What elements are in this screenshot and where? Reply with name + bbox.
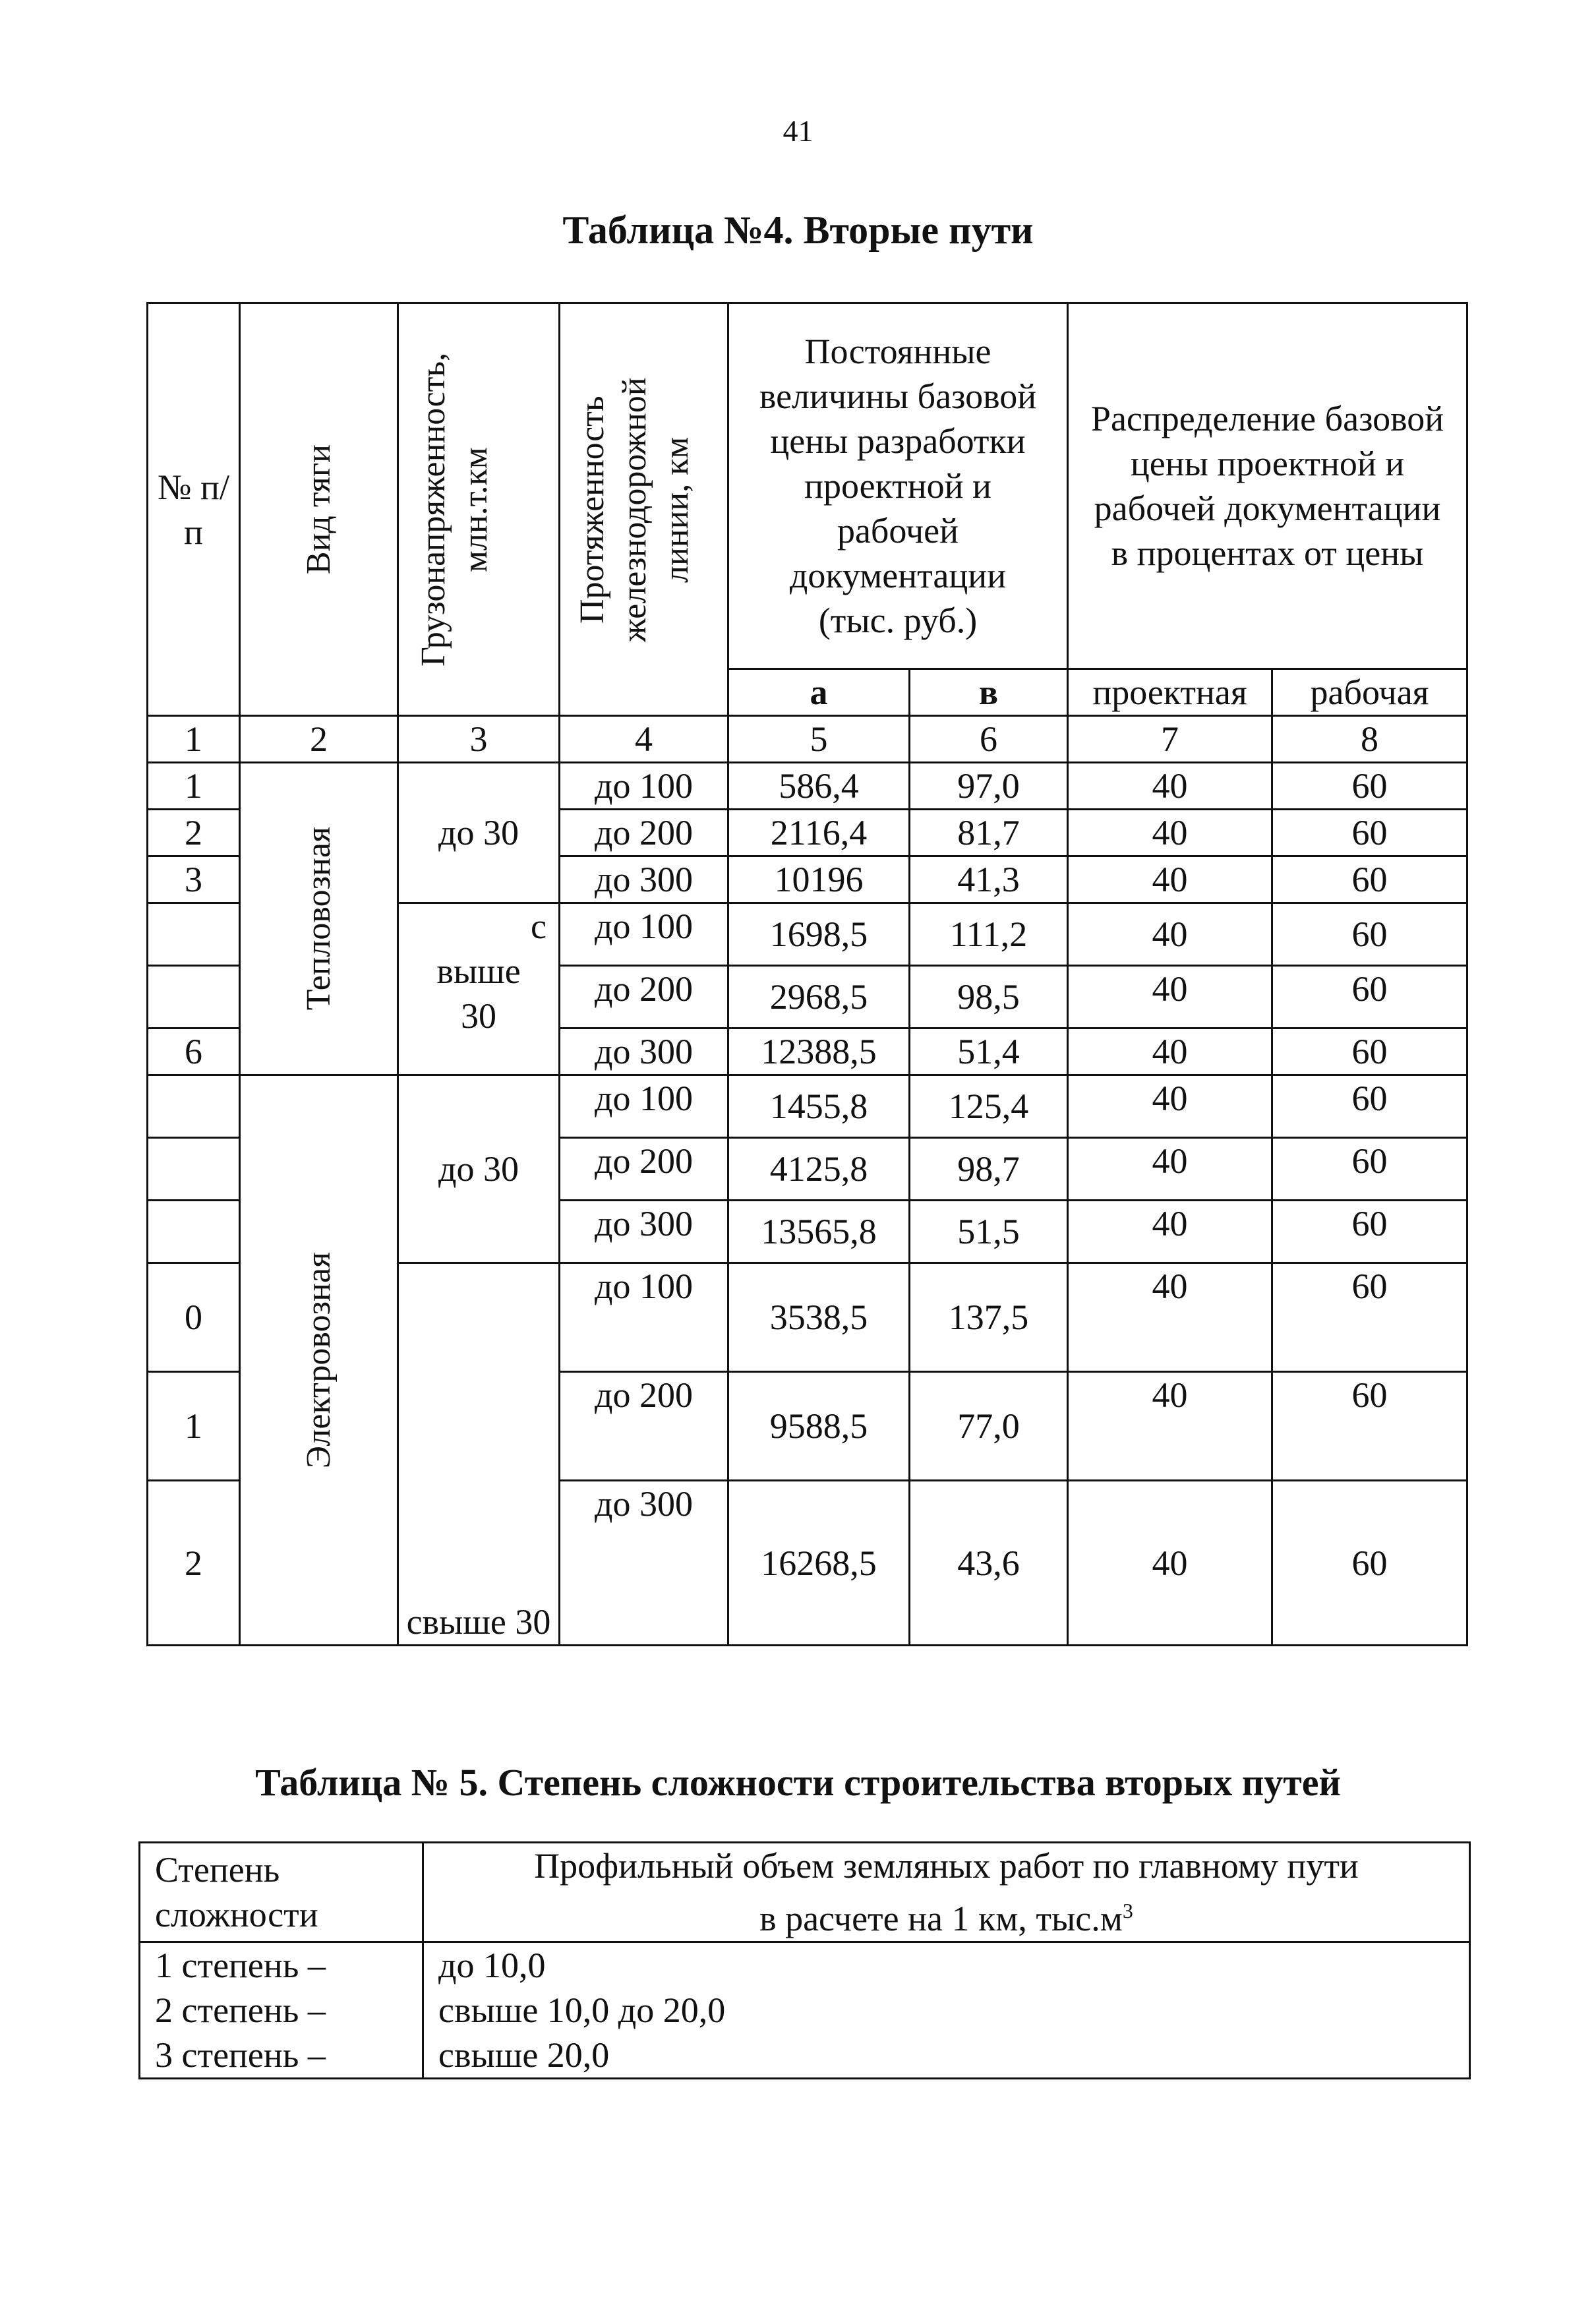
table5-volume: свыше 10,0 до 20,0	[423, 1988, 1470, 2033]
row-working: 60	[1272, 1201, 1467, 1263]
table-row	[140, 1988, 1470, 2033]
table-row	[148, 763, 1467, 810]
row-length: до 300	[560, 1029, 728, 1075]
row-working: 60	[1272, 1138, 1467, 1201]
col-num-7: 7	[1068, 716, 1272, 763]
row-a: 3538,5	[728, 1263, 910, 1372]
freight-vyshe30-a	[398, 903, 560, 1075]
header-traction	[240, 303, 398, 716]
freight-do30-b: до 30	[398, 1075, 560, 1263]
row-working: 60	[1272, 1029, 1467, 1075]
row-design: 40	[1068, 966, 1272, 1029]
row-working: 60	[1272, 1263, 1467, 1372]
freight-vyshe30-a-c: с	[531, 907, 547, 946]
row-length: до 200	[560, 1138, 728, 1201]
page-number: 41	[783, 114, 813, 148]
row-design: 40	[1068, 1481, 1272, 1646]
row-num: 2	[148, 810, 240, 856]
row-length: до 100	[560, 903, 728, 966]
row-working: 60	[1272, 1481, 1467, 1646]
row-b: 41,3	[910, 856, 1068, 903]
header-traction-text: Вид тяги	[299, 444, 338, 575]
row-length: до 200	[560, 1372, 728, 1481]
row-num: 2	[148, 1481, 240, 1646]
row-a: 12388,5	[728, 1029, 910, 1075]
row-working: 60	[1272, 763, 1467, 810]
row-working: 60	[1272, 1372, 1467, 1481]
table4-title: Таблица №4. Вторые пути	[562, 208, 1034, 252]
row-a: 1455,8	[728, 1075, 910, 1138]
row-b: 98,5	[910, 966, 1068, 1029]
table-row	[140, 1942, 1470, 1988]
row-design: 40	[1068, 1029, 1272, 1075]
row-a: 13565,8	[728, 1201, 910, 1263]
row-num	[148, 1075, 240, 1138]
table5-header-volume-sup: 3	[1122, 1899, 1133, 1923]
row-num: 6	[148, 1029, 240, 1075]
table4	[146, 302, 1468, 1646]
header-freight	[398, 303, 560, 716]
header-constants: Постоянные величины базовой цены разработки проектной и рабочей документации (тыс. руб.)	[728, 303, 1068, 669]
row-length: до 100	[560, 1075, 728, 1138]
row-design: 40	[1068, 1075, 1272, 1138]
row-num	[148, 903, 240, 966]
row-num	[148, 1201, 240, 1263]
row-design: 40	[1068, 1372, 1272, 1481]
row-design: 40	[1068, 856, 1272, 903]
row-design: 40	[1068, 903, 1272, 966]
row-working: 60	[1272, 1075, 1467, 1138]
row-design: 40	[1068, 1138, 1272, 1201]
row-length: до 100	[560, 1263, 728, 1372]
header-b: в	[910, 669, 1068, 716]
row-b: 98,7	[910, 1138, 1068, 1201]
row-working: 60	[1272, 856, 1467, 903]
row-b: 97,0	[910, 763, 1068, 810]
table-row	[140, 2033, 1470, 2079]
table5-volume: до 10,0	[423, 1942, 1470, 1988]
freight-do30: до 30	[398, 763, 560, 903]
col-num-6: 6	[910, 716, 1068, 763]
row-design: 40	[1068, 1201, 1272, 1263]
row-a: 10196	[728, 856, 910, 903]
row-a: 4125,8	[728, 1138, 910, 1201]
table5-header-degree-line2: сложности	[155, 1895, 318, 1934]
row-a: 2968,5	[728, 966, 910, 1029]
row-length: до 100	[560, 763, 728, 810]
row-working: 60	[1272, 903, 1467, 966]
row-num: 1	[148, 763, 240, 810]
col-num-2: 2	[240, 716, 398, 763]
row-b: 51,5	[910, 1201, 1068, 1263]
group-teplovoz-text: Тепловозная	[299, 827, 338, 1011]
row-length: до 300	[560, 1201, 728, 1263]
header-length-text: Протяженность железнодорожной линии, км	[573, 376, 695, 642]
group-electrovoz-text: Электровозная	[299, 1251, 338, 1469]
row-num: 0	[148, 1263, 240, 1372]
table5-header-volume-line2-text: в расчете на 1 км, тыс.м	[759, 1899, 1123, 1938]
table5-header-volume-line2	[424, 1888, 1469, 1941]
table-row	[148, 1075, 1467, 1138]
header-a: а	[728, 669, 910, 716]
row-num: 3	[148, 856, 240, 903]
row-a: 1698,5	[728, 903, 910, 966]
group-teplovoz	[240, 763, 398, 1075]
row-length: до 300	[560, 1481, 728, 1646]
row-b: 51,4	[910, 1029, 1068, 1075]
row-num	[148, 966, 240, 1029]
row-a: 9588,5	[728, 1372, 910, 1481]
row-a: 586,4	[728, 763, 910, 810]
row-length: до 200	[560, 810, 728, 856]
col-num-4: 4	[560, 716, 728, 763]
table5-degree: 1 степень –	[140, 1942, 423, 1988]
group-electrovoz	[240, 1075, 398, 1646]
row-b: 137,5	[910, 1263, 1068, 1372]
header-working: рабочая	[1272, 669, 1467, 716]
row-length: до 300	[560, 856, 728, 903]
row-b: 125,4	[910, 1075, 1068, 1138]
header-num: № п/п	[148, 303, 240, 716]
table5-header-degree	[140, 1843, 423, 1942]
freight-vyshe30-b: свыше 30	[398, 1263, 560, 1646]
table5-degree: 3 степень –	[140, 2033, 423, 2079]
table5-volume: свыше 20,0	[423, 2033, 1470, 2079]
header-length	[560, 303, 728, 716]
header-freight-text: Грузонапряженность, млн.т.км	[415, 352, 494, 667]
header-distribution: Распределение базовой цены проектной и рабочей документации в процентах от цены	[1068, 303, 1467, 669]
table5-degree: 2 степень –	[140, 1988, 423, 2033]
row-b: 111,2	[910, 903, 1068, 966]
row-design: 40	[1068, 1263, 1272, 1372]
row-b: 81,7	[910, 810, 1068, 856]
table5-title: Таблица № 5. Степень сложности строительства вторых путей	[255, 1761, 1341, 1804]
row-num: 1	[148, 1372, 240, 1481]
row-length: до 200	[560, 966, 728, 1029]
col-num-1: 1	[148, 716, 240, 763]
table5-header-volume-line1: Профильный объем земляных работ по главному пути	[534, 1846, 1359, 1886]
col-num-5: 5	[728, 716, 910, 763]
table5-header-volume	[423, 1843, 1470, 1942]
col-num-8: 8	[1272, 716, 1467, 763]
col-num-3: 3	[398, 716, 560, 763]
table5	[138, 1841, 1471, 2079]
row-num	[148, 1138, 240, 1201]
row-a: 2116,4	[728, 810, 910, 856]
row-b: 43,6	[910, 1481, 1068, 1646]
row-b: 77,0	[910, 1372, 1068, 1481]
row-design: 40	[1068, 763, 1272, 810]
row-a: 16268,5	[728, 1481, 910, 1646]
row-working: 60	[1272, 966, 1467, 1029]
header-design: проектная	[1068, 669, 1272, 716]
row-design: 40	[1068, 810, 1272, 856]
table5-header-degree-line1: Степень	[155, 1850, 280, 1890]
freight-vyshe30-a-text: выше 30	[436, 951, 521, 1036]
row-working: 60	[1272, 810, 1467, 856]
